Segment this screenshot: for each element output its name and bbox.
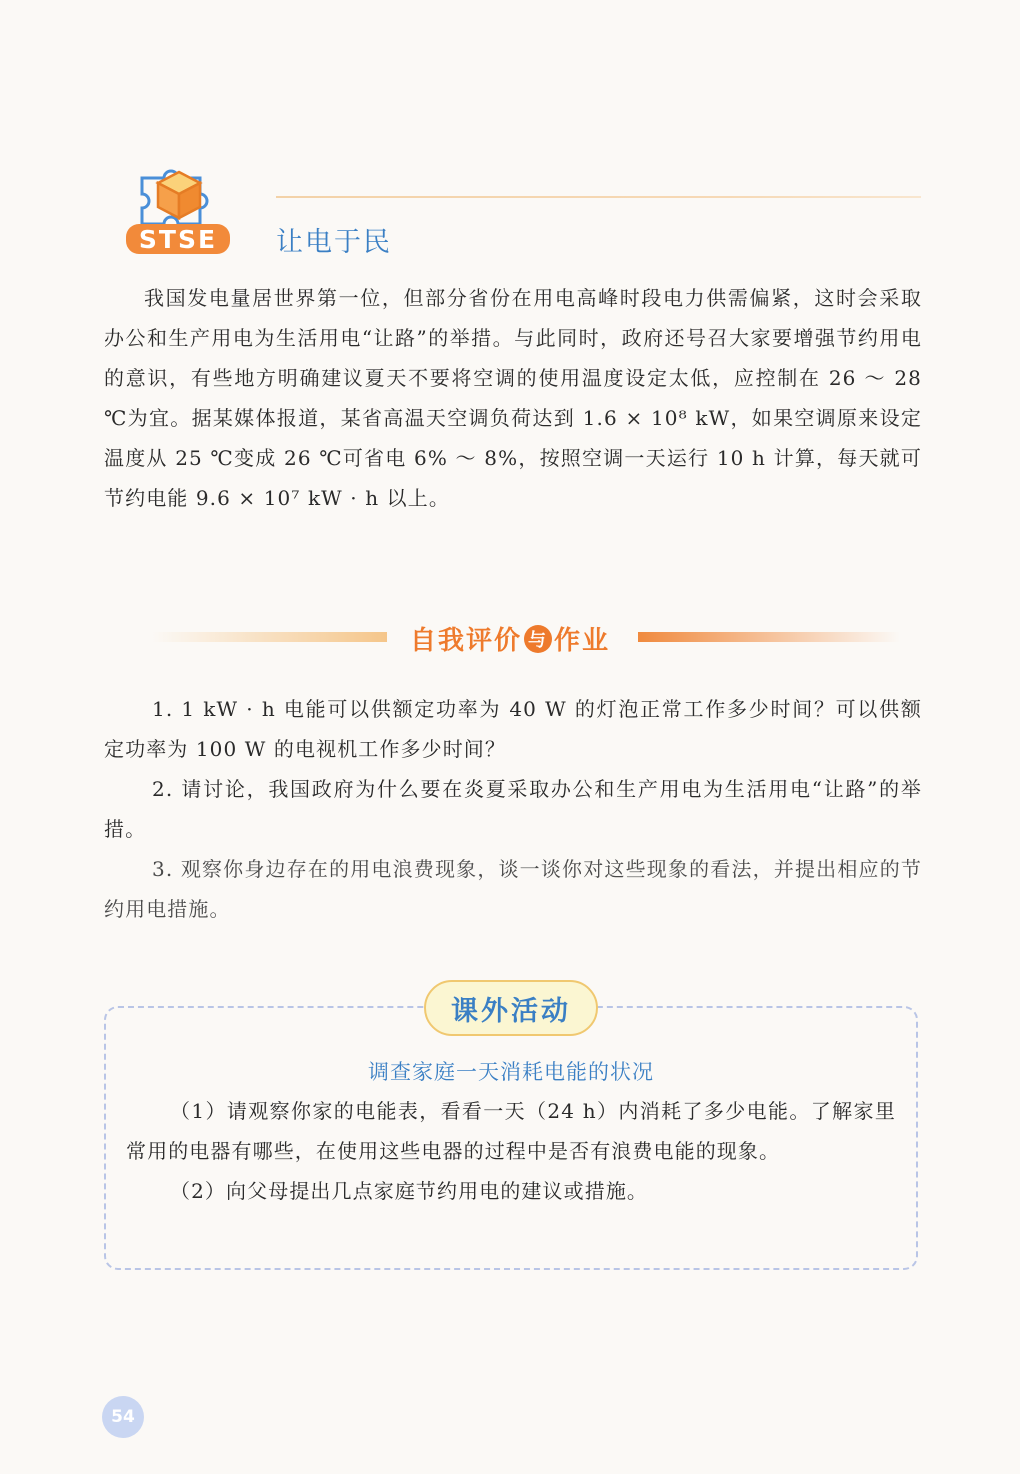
question-item: 1. 1 kW · h 电能可以供额定功率为 40 W 的灯泡正常工作多少时间？可以供额定功率为 100 W 的电视机工作多少时间？ (104, 697, 922, 761)
question-list (104, 689, 922, 929)
heading-bar-left (152, 632, 387, 642)
section-heading-self-evaluation (152, 618, 900, 658)
section-heading-part2: 作业 (554, 626, 611, 656)
activity-label-pill (424, 980, 598, 1036)
stse-paragraph (104, 278, 922, 518)
stse-badge-label: STSE (138, 224, 218, 254)
question-item: 2. 请讨论，我国政府为什么要在炎夏采取办公和生产用电为生活用电“让路”的举措。 (104, 777, 922, 841)
stse-title: 让电于民 (276, 227, 392, 258)
stse-header-rule (276, 196, 921, 198)
section-heading-connector: 与 (524, 625, 552, 653)
activity-body (126, 1091, 896, 1211)
activity-item: （1）请观察你家的电能表，看看一天（24 h）内消耗了多少电能。了解家里常用的电器有哪些，在使用这些电器的过程中是否有浪费电能的现象。 (126, 1099, 896, 1163)
activity-label: 课外活动 (451, 995, 571, 1027)
page-number-badge (102, 1396, 144, 1438)
question-item: 3. 观察你身边存在的用电浪费现象，谈一谈你对这些现象的看法，并提出相应的节约用电措施。 (104, 857, 922, 921)
section-heading-part1: 自我评价 (410, 626, 523, 656)
activity-title: 调查家庭一天消耗电能的状况 (368, 1060, 654, 1084)
stse-paragraph-text: 我国发电量居世界第一位，但部分省份在用电高峰时段电力供需偏紧，这时会采取办公和生产用电为生活用电“让路”的举措。与此同时，政府还号召大家要增强节约用电的意识，有些地方明确建议夏天不要将空调的使用温度设定太低，应控制在 26 ～ 28 ℃为宜。据某媒体报道，某省高温天空调负荷达到 1.6 × 10⁸ kW，如果空调原来设定温度从 25 ℃变成 26 ℃可省电 6% ～ 8%，按照空调一天运行 10 h 计算，每天就可节约电能 9.6 × 10⁷ kW · h 以上。 (104, 286, 922, 510)
stse-logo (124, 156, 234, 256)
page-number: 54 (111, 1407, 135, 1427)
heading-bar-right (638, 632, 900, 642)
section-heading-text (410, 620, 610, 657)
activity-item: （2）向父母提出几点家庭节约用电的建议或措施。 (170, 1179, 649, 1203)
